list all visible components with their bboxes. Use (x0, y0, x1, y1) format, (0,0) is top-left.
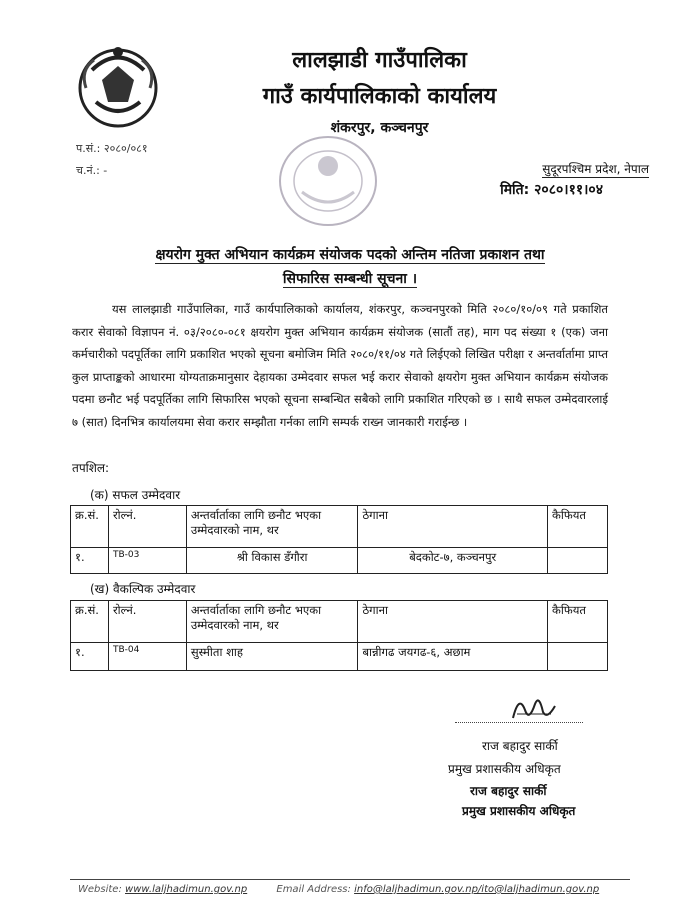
dispatch-number: च.नं.: - (76, 164, 108, 177)
subject-line-2: सिफारिस सम्बन्धी सूचना । (282, 271, 418, 287)
header-name: अन्तर्वार्ताका लागि छनौट भएका उम्मेदवारको नाम, थर (186, 506, 358, 548)
cell-roll: TB-03 (108, 548, 186, 574)
header-serial: क्र.सं. (71, 601, 109, 643)
table-row (71, 548, 608, 574)
table-header-row (71, 601, 608, 643)
alternate-candidates-caption: (ख) वैकल्पिक उम्मेदवार (90, 582, 196, 596)
cell-address: बान्नीगढ जयगढ-६, अछाम (358, 643, 548, 671)
notice-body: यस लालझाडी गाउँपालिका, गाउँ कार्यपालिकाको कार्यालय, शंकरपुर, कञ्चनपुरको मिति २०८०/१०/०९ गते प्रकाशित करार सेवाको विज्ञापन नं. ०३/२०८०-०८१ क्षयरोग मुक्त अभियान कार्यक्रम संयोजक (सातौं तह), माग पद संख्या १ (एक) जना कर्मचारीको पदपूर्तिका लागि प्रकाशित भएको सूचना बमोजिम मिति २०८०/११/०४ गते लिईएको लिखित परीक्षा र अन्तर्वार्तामा प्राप्त कुल प्राप्ताङ्कको आधारमा योग्यताक्रमानुसार देहायका उम्मेदवार सफल भई करार सेवाको क्षयरोग मुक्त अभियान कार्यक्रम संयोजक पदमा छनौट भई पदपूर्तिका लागि सिफारिस भएको सूचना सम्बन्धित सबैको लागि प्रकाशित गरिएको छ । साथै सफल उम्मेदवारलाई ७ (सात) दिनभित्र कार्यालयमा सेवा करार सम्झौता गर्नका लागि सम्पर्क राख्न जानकारी गराईन्छ । (72, 302, 608, 429)
website-link[interactable]: www.laljhadimun.gov.np (125, 884, 248, 895)
cell-remarks (548, 643, 608, 671)
header-address: ठेगाना (358, 506, 548, 548)
footer-divider (70, 879, 630, 880)
province-label: सुदूरपश्चिम प्रदेश, नेपाल (542, 162, 649, 176)
cell-name: श्री विकास डँगौरा (186, 548, 358, 574)
email-label: Email Address: (276, 884, 351, 895)
signature-line (455, 722, 583, 723)
cell-name: सुस्मीता शाह (186, 643, 358, 671)
notice-subject (70, 243, 630, 291)
office-address: शंकरपुर, कञ्चनपुर (330, 120, 429, 136)
header-roll: रोल्नं. (108, 506, 186, 548)
handwritten-signature-icon (505, 690, 565, 726)
header-serial: क्र.सं. (71, 506, 109, 548)
header-address: ठेगाना (358, 601, 548, 643)
office-seal-icon (272, 128, 384, 234)
org-name: लालझाडी गाउँपालिका (292, 48, 467, 73)
website-label: Website: (78, 884, 122, 895)
table-row (71, 643, 608, 671)
reference-number: प.सं.: २०८०/०८१ (76, 142, 148, 155)
issue-date: मिति: २०८०।११।०४ (500, 182, 603, 198)
signer-title-handwritten: प्रमुख प्रशासकीय अधिकृत (448, 762, 561, 776)
details-heading: तपशिल: (72, 461, 110, 475)
alternate-candidates-table (70, 600, 608, 671)
header-name: अन्तर्वार्ताका लागि छनौट भएका उम्मेदवारको नाम, थर (186, 601, 358, 643)
subject-line-1: क्षयरोग मुक्त अभियान कार्यक्रम संयोजक पदको अन्तिम नतिजा प्रकाशन तथा (155, 247, 545, 263)
successful-candidates-caption: (क) सफल उम्मेदवार (90, 488, 181, 502)
header-remarks: कैफियत (548, 506, 608, 548)
cell-roll: TB-04 (108, 643, 186, 671)
cell-address: बेदकोट-७, कञ्चनपुर (358, 548, 548, 574)
cell-serial: १. (71, 643, 109, 671)
cell-remarks (548, 548, 608, 574)
cell-serial: १. (71, 548, 109, 574)
signer-name-stamp: राज बहादुर सार्की (470, 784, 547, 798)
signer-title-stamp: प्रमुख प्रशासकीय अधिकृत (462, 804, 576, 818)
table-header-row (71, 506, 608, 548)
successful-candidates-table (70, 505, 608, 574)
office-name: गाउँ कार्यपालिकाको कार्यालय (262, 84, 497, 109)
email-links[interactable]: info@laljhadimun.gov.np/ito@laljhadimun.gov.np (354, 884, 600, 895)
signer-name-handwritten: राज बहादुर सार्की (482, 739, 558, 753)
header-remarks: कैफियत (548, 601, 608, 643)
header-roll: रोल्नं. (108, 601, 186, 643)
footer (78, 884, 599, 895)
